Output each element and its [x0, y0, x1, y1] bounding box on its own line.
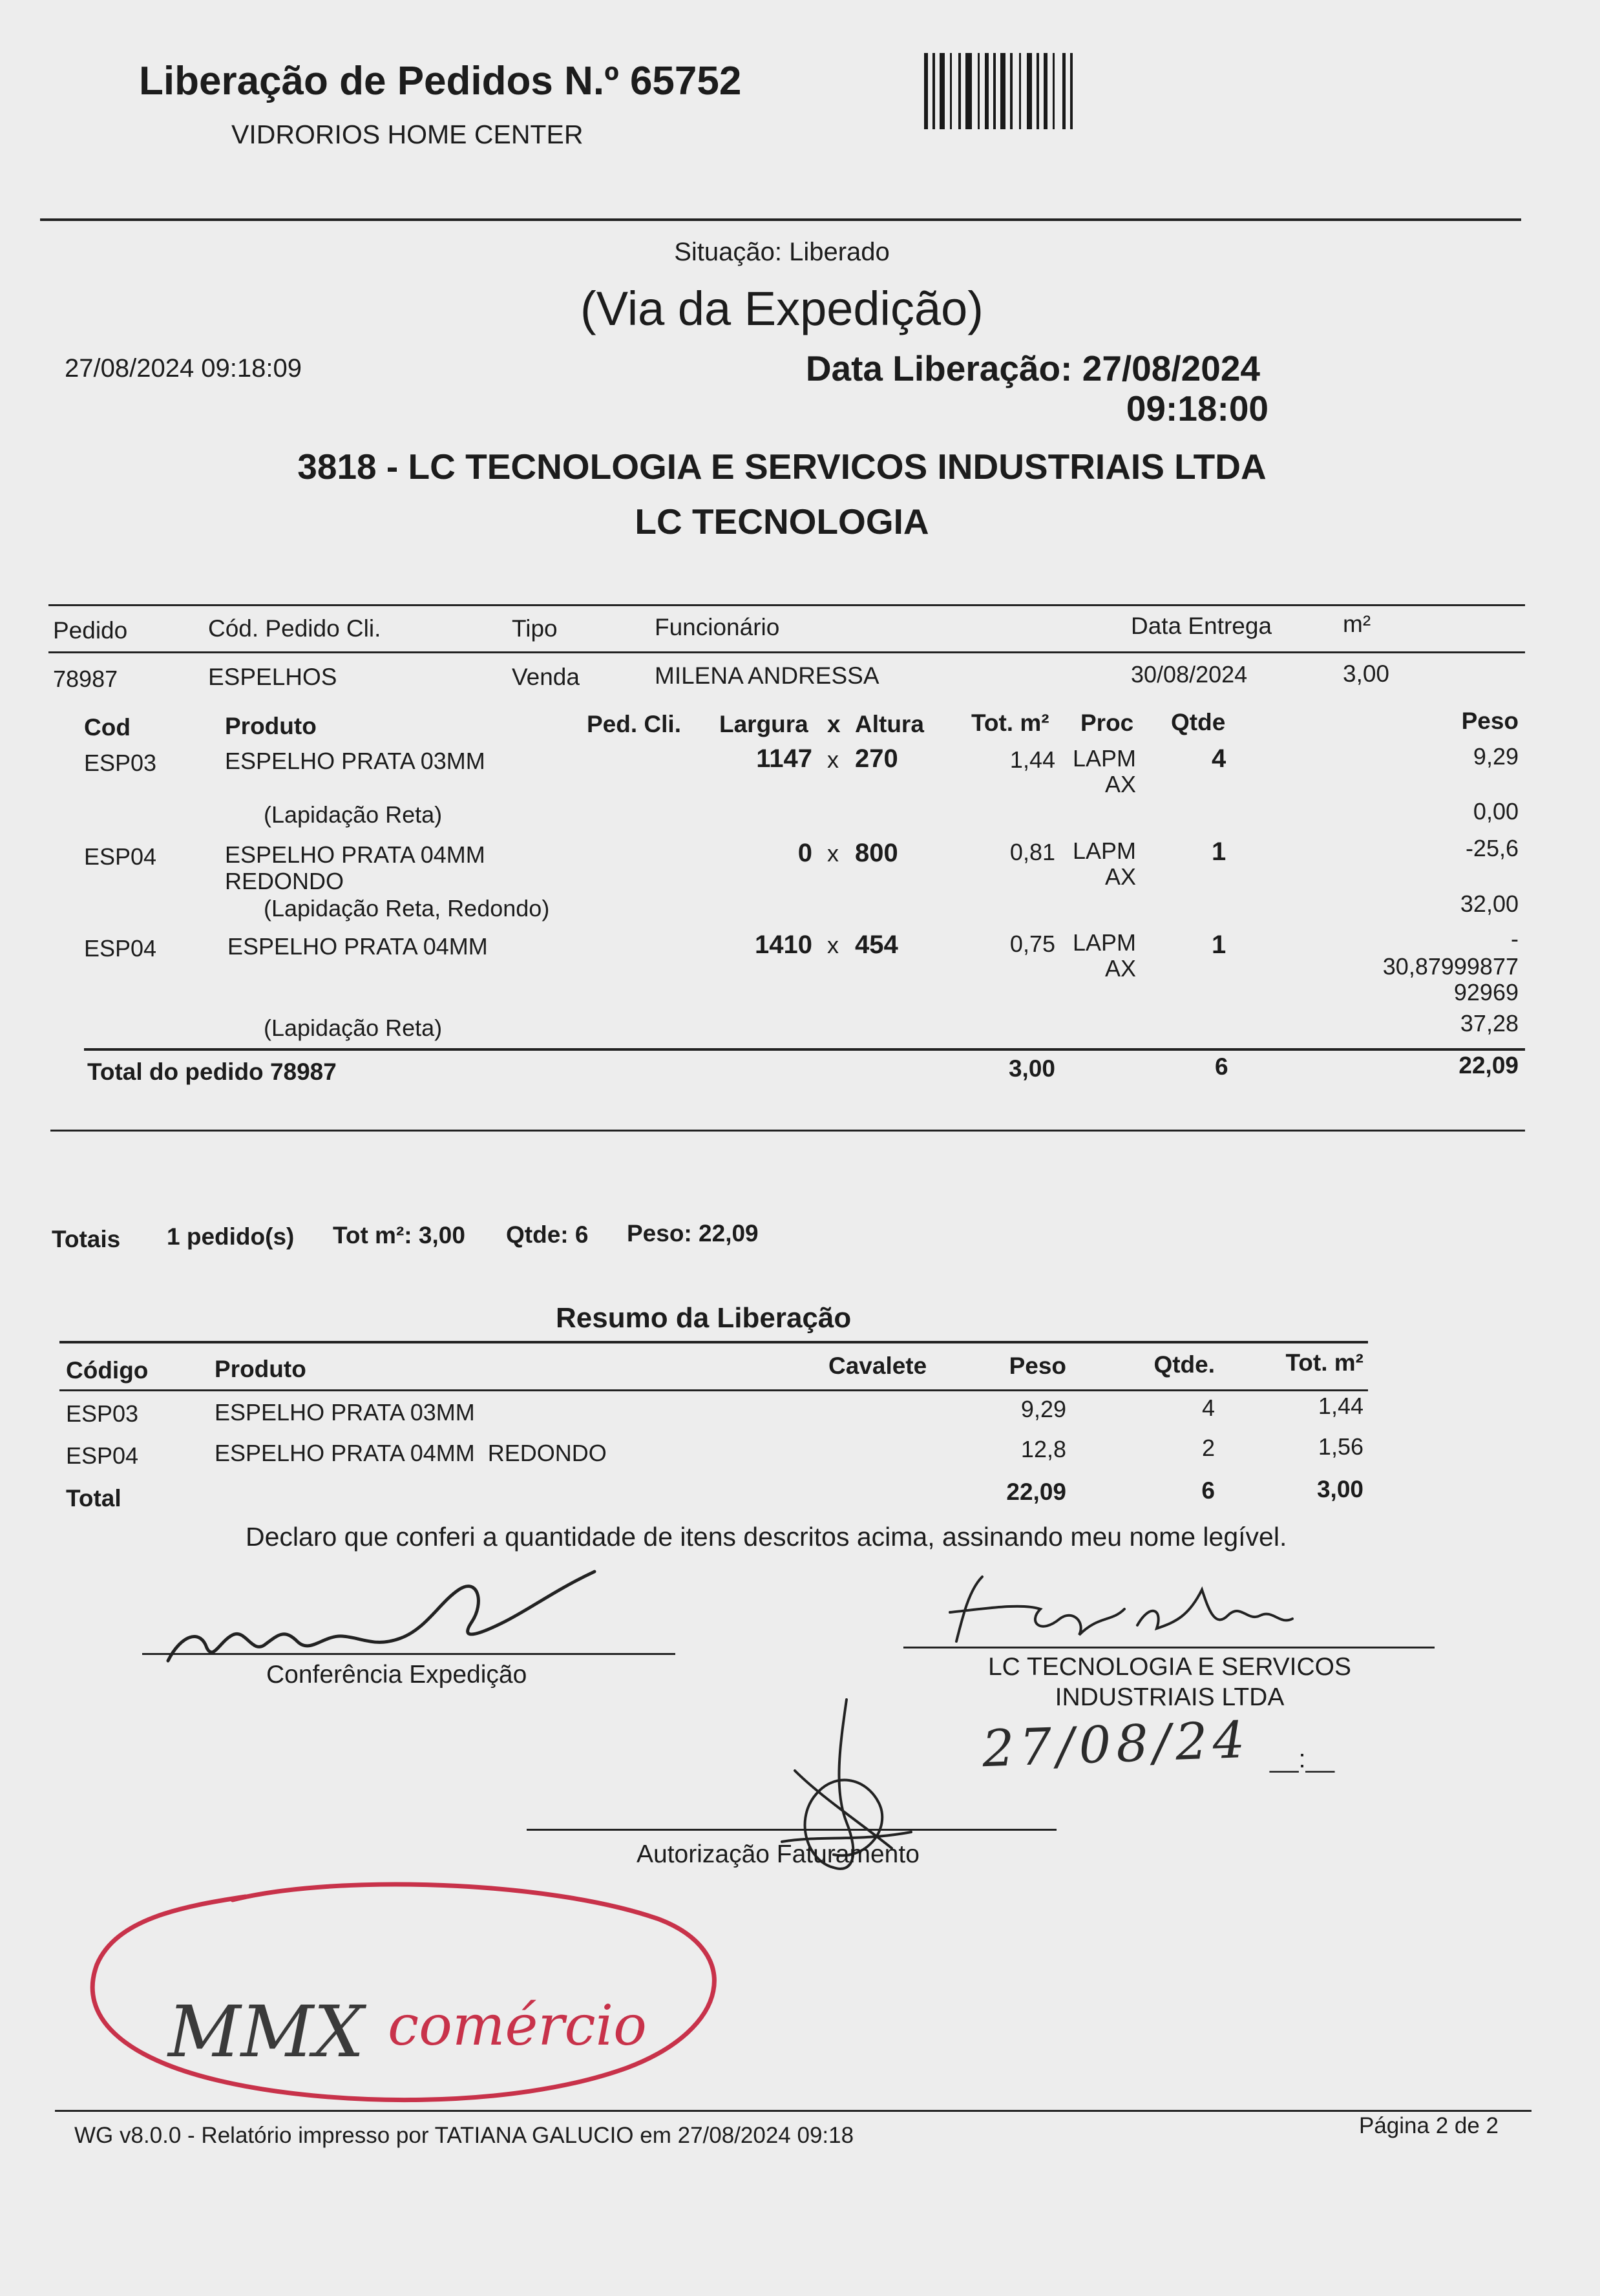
resumo-header-peso: Peso: [1009, 1353, 1066, 1379]
totais-tot-m2: Tot m²: 3,00: [333, 1222, 465, 1248]
col-header-funcionario: Funcionário: [655, 614, 780, 640]
signature-conferencia: [155, 1564, 620, 1674]
footer-line: [55, 2110, 1532, 2112]
resumo-row-peso: 12,8: [1020, 1436, 1066, 1462]
hora-liberacao: 09:18:00: [1126, 388, 1268, 428]
situacao-label: Situação: Liberado: [674, 238, 890, 266]
item-tot-m2: 1,44: [1009, 746, 1055, 773]
resumo-top-line: [59, 1341, 1368, 1343]
pedido-cod-cli: ESPELHOS: [208, 664, 337, 690]
resumo-row-qtde: 2: [1201, 1435, 1215, 1461]
items-header-altura: Altura: [855, 711, 924, 737]
resumo-header-line: [59, 1389, 1368, 1391]
item-proc: LAPM: [1073, 837, 1137, 864]
pedido-data-entrega: 30/08/2024: [1131, 661, 1248, 688]
resumo-row-produto: ESPELHO PRATA 03MM: [215, 1399, 475, 1426]
item-tot-m2: 0,81: [1009, 839, 1055, 865]
conferencia-line: [142, 1653, 675, 1655]
resumo-header-tot-m2: Tot. m²: [1285, 1349, 1363, 1376]
resumo-total-peso: 22,09: [1006, 1479, 1066, 1505]
totais-label: Totais: [52, 1226, 121, 1252]
item-qtde: 1: [1212, 931, 1226, 959]
items-header-largura: Largura: [719, 711, 808, 737]
header-divider: [40, 218, 1521, 221]
item-tot-m2: 0,75: [1009, 931, 1055, 957]
resumo-total-label: Total: [66, 1485, 121, 1511]
items-total-label: Total do pedido 78987: [87, 1058, 337, 1085]
data-liberacao: Data Liberação: 27/08/2024: [805, 348, 1260, 388]
items-total-tot-m2: 3,00: [1008, 1055, 1055, 1082]
resumo-row-codigo: ESP04: [66, 1442, 139, 1469]
item-detalhe-valor: 0,00: [1473, 798, 1519, 825]
item-largura: 1410: [755, 931, 812, 959]
item-peso-2: 30,87999877: [1382, 953, 1519, 980]
item-qtde: 1: [1212, 837, 1226, 866]
anotacao-texto-2: comércio: [388, 1994, 647, 2058]
empresa-nome-1: LC TECNOLOGIA E SERVICOS: [987, 1653, 1352, 1681]
item-altura: 800: [855, 839, 898, 867]
col-header-cod-cli: Cód. Pedido Cli.: [208, 615, 381, 642]
pedido-table-top-line: [48, 604, 1525, 606]
resumo-row-peso: 9,29: [1020, 1396, 1066, 1422]
pedido-tipo: Venda: [512, 664, 580, 690]
autorizacao-line: [527, 1829, 1057, 1831]
barcode: [923, 53, 1181, 131]
totais-pedidos: 1 pedido(s): [167, 1223, 295, 1250]
item-detalhe: (Lapidação Reta): [264, 1015, 443, 1041]
resumo-title: Resumo da Liberação: [556, 1302, 852, 1334]
items-header-peso: Peso: [1461, 708, 1519, 734]
col-header-m2: m²: [1343, 611, 1371, 637]
item-produto-2: REDONDO: [225, 868, 344, 894]
resumo-row-tot-m2: 1,56: [1318, 1433, 1363, 1460]
items-total-peso: 22,09: [1458, 1052, 1519, 1079]
print-datetime: 27/08/2024 09:18:09: [65, 354, 302, 383]
items-header-qtde: Qtde: [1171, 709, 1226, 735]
pedido-funcionario: MILENA ANDRESSA: [655, 662, 879, 689]
document-title: Liberação de Pedidos N.º 65752: [139, 59, 742, 103]
item-peso: -25,6: [1465, 835, 1519, 861]
col-header-data-entrega: Data Entrega: [1131, 613, 1272, 639]
empresa-nome-2: INDUSTRIAIS LTDA: [1055, 1683, 1285, 1711]
anotacao-texto-1: MMX: [168, 1990, 364, 2073]
col-header-tipo: Tipo: [512, 615, 558, 642]
items-total-line: [84, 1048, 1525, 1051]
conferencia-label: Conferência Expedição: [266, 1661, 527, 1689]
resumo-row-qtde: 4: [1201, 1395, 1215, 1421]
items-header-proc: Proc: [1080, 710, 1134, 736]
declaracao-text: Declaro que conferi a quantidade de itens descritos acima, assinando meu nome legível.: [246, 1522, 1287, 1552]
via-label: (Via da Expedição): [580, 282, 984, 335]
item-proc-2: AX: [1105, 771, 1137, 797]
item-produto: ESPELHO PRATA 03MM: [225, 748, 485, 774]
item-proc-2: AX: [1105, 863, 1137, 890]
item-qtde: 4: [1212, 744, 1226, 773]
items-header-x: x: [827, 711, 841, 737]
items-header-tot-m2: Tot. m²: [971, 710, 1049, 736]
resumo-header-produto: Produto: [215, 1356, 306, 1382]
totais-peso: Peso: 22,09: [627, 1220, 759, 1247]
item-detalhe-valor: 32,00: [1460, 890, 1519, 917]
empresa-line: [903, 1647, 1435, 1648]
section-divider: [50, 1130, 1525, 1132]
item-detalhe-valor: 37,28: [1460, 1010, 1519, 1037]
totais-qtde: Qtde: 6: [506, 1221, 589, 1248]
item-produto: ESPELHO PRATA 04MM: [225, 841, 485, 868]
item-altura: 454: [855, 931, 898, 959]
item-cod: ESP04: [84, 935, 157, 962]
item-x: x: [827, 932, 839, 958]
pedido-numero: 78987: [53, 666, 118, 692]
item-largura: 1147: [756, 744, 812, 773]
resumo-row-codigo: ESP03: [66, 1400, 139, 1427]
pedido-table-header-line: [48, 651, 1525, 653]
resumo-header-cavalete: Cavalete: [828, 1353, 927, 1379]
autorizacao-label: Autorização Faturamento: [637, 1840, 920, 1868]
cliente-fantasia: LC TECNOLOGIA: [635, 501, 929, 542]
item-peso: -: [1511, 925, 1519, 952]
items-header-cod: Cod: [84, 714, 131, 741]
item-cod: ESP04: [84, 843, 157, 870]
footer-page-number: Página 2 de 2: [1359, 2113, 1499, 2138]
resumo-header-codigo: Código: [66, 1357, 149, 1384]
resumo-total-tot-m2: 3,00: [1316, 1476, 1363, 1502]
item-largura: 0: [797, 839, 812, 867]
cliente-nome: 3818 - LC TECNOLOGIA E SERVICOS INDUSTRIAIS LTDA: [297, 447, 1267, 487]
item-detalhe: (Lapidação Reta): [264, 801, 443, 828]
resumo-total-qtde: 6: [1201, 1477, 1215, 1504]
signature-empresa: [943, 1564, 1305, 1654]
items-header-ped-cli: Ped. Cli.: [587, 711, 681, 737]
pedido-m2: 3,00: [1343, 660, 1390, 687]
item-peso: 9,29: [1473, 743, 1519, 770]
item-produto: ESPELHO PRATA 04MM: [227, 933, 488, 960]
items-total-qtde: 6: [1215, 1053, 1228, 1080]
item-proc-2: AX: [1105, 955, 1137, 982]
resumo-row-tot-m2: 1,44: [1318, 1393, 1363, 1419]
item-altura: 270: [855, 744, 898, 773]
items-header-produto: Produto: [225, 713, 317, 739]
item-peso-3: 92969: [1453, 979, 1519, 1006]
item-cod: ESP03: [84, 750, 157, 776]
company-subtitle: VIDRORIOS HOME CENTER: [231, 120, 584, 149]
footer-report-info: WG v8.0.0 - Relatório impresso por TATIANA GALUCIO em 27/08/2024 09:18: [74, 2123, 854, 2148]
item-proc: LAPM: [1073, 929, 1137, 956]
data-manuscrita: 27/08/24: [981, 1711, 1251, 1779]
item-x: x: [827, 840, 839, 867]
item-x: x: [827, 746, 839, 773]
hora-placeholder: __:__: [1270, 1745, 1335, 1773]
resumo-header-qtde: Qtde.: [1153, 1351, 1215, 1378]
item-detalhe: (Lapidação Reta, Redondo): [264, 895, 550, 922]
item-proc: LAPM: [1073, 745, 1137, 772]
resumo-row-produto: ESPELHO PRATA 04MM REDONDO: [215, 1440, 607, 1466]
col-header-pedido: Pedido: [53, 617, 128, 644]
